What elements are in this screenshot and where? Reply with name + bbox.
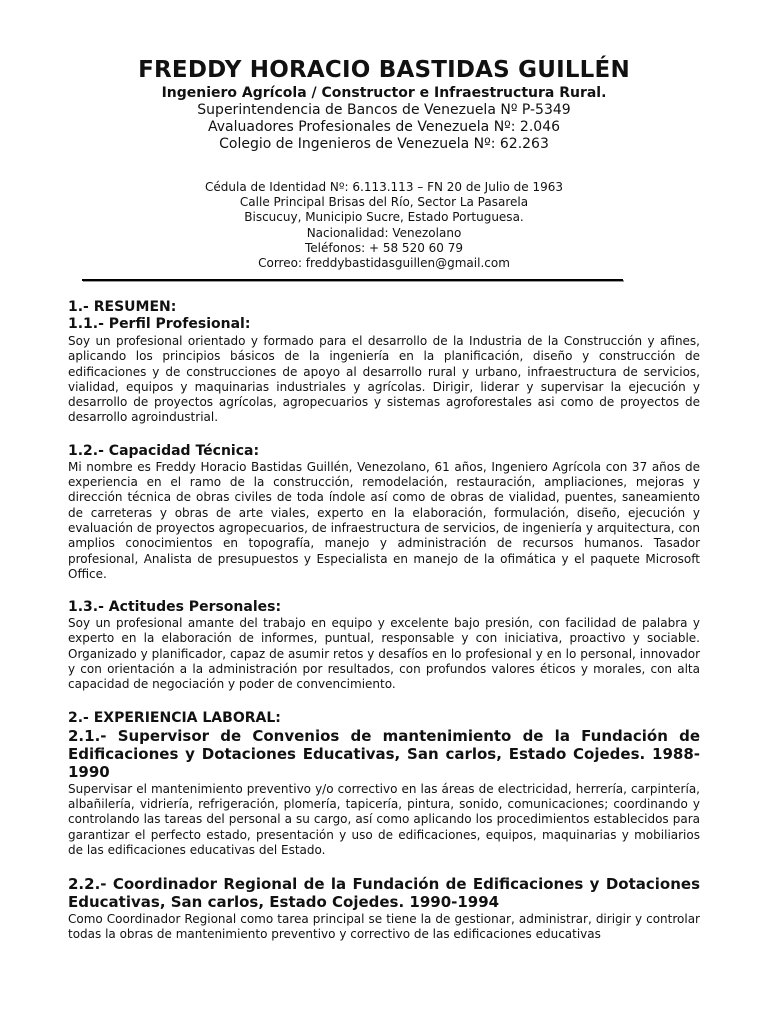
section-heading-resumen: 1.- RESUMEN:: [68, 299, 177, 315]
subsection-heading-actitudes: 1.3.- Actitudes Personales:: [68, 599, 282, 616]
subsection-heading-capacidad: 1.2.- Capacidad Técnica:: [68, 442, 260, 459]
email-line: Correo: freddybastidasguillen@gmail.com: [258, 256, 510, 271]
credential-line: Colegio de Ingenieros de Venezuela Nº: 62.263: [219, 136, 549, 152]
phone-line: Teléfonos: + 58 520 60 79: [304, 240, 464, 255]
actitudes-paragraph: Soy un profesional amante del trabajo en equipo y excelente bajo presión, con facilidad de palabra y experto en la elaboración de informes, puntual, responsable y con iniciativa, proactivo y sociable. Organizado y planificador, capaz de asumir retos y desafíos en lo profesional y en lo personal, innovador y con orientación a la administración por resultados, con profundos valores éticos y morales, con alta capacidad de negociación y poder de convencimiento.: [68, 616, 700, 692]
section-heading-experiencia: 2.- EXPERIENCIA LABORAL:: [68, 709, 281, 726]
job-description: Como Coordinador Regional como tarea principal se tiene la de gestionar, administrar, dirigir y controlar todas la obras de mantenimiento preventivo y correctivo de las edificaciones educativas: [68, 912, 700, 942]
subsection-heading-perfil: 1.1.- Perfil Profesional:: [68, 316, 251, 332]
address-line: Calle Principal Brisas del Río, Sector La Pasarela: [239, 195, 529, 210]
professional-title: Ingeniero Agrícola / Constructor e Infraestructura Rural.: [161, 85, 607, 101]
job-description: Supervisar el mantenimiento preventivo y/o correctivo en las áreas de electricidad, herrería, carpintería, albañilería, vidriería, refrigeración, plomería, tapicería, pintura, sonido, comunicaciones; coordinando y controlando las tareas del personal a su cargo, así como aplicando los procedimientos establecidos para garantizar el perfecto estado, presentación y uso de edificaciones, equipos, maquinarias y mobiliarios de las edificaciones educativas del Estado.: [68, 781, 700, 857]
job-heading: 2.2.- Coordinador Regional de la Fundación de Edificaciones y Dotaciones Educativas, San carlos, Estado Cojedes. 1990-1994: [68, 875, 700, 912]
credential-line: Superintendencia de Bancos de Venezuela Nº P-5349: [197, 102, 571, 118]
cv-body: [68, 299, 700, 943]
capacidad-paragraph: Mi nombre es Freddy Horacio Bastidas Guillén, Venezolano, 61 años, Ingeniero Agrícola con 37 años de experiencia en el ramo de la construcción, remodelación, restauración, ampliaciones, mejoras y dirección técnica de obras civiles de toda índole así como de obras de vialidad, puentes, saneamiento de carreteras y obras de arte viales, experto en la elaboración, formulación, diseño, ejecución y evaluación de proyectos agropecuarios, de infraestructura de servicios, de ingeniería y arquitectura, con amplios conocimientos en topografía, manejo y administración de recursos humanos. Tasador profesional, Analista de presupuestos y Especialista en manejo de la ofimática y el paquete Microsoft Office.: [68, 459, 700, 581]
address-line: Biscucuy, Municipio Sucre, Estado Portuguesa.: [244, 210, 524, 225]
id-line: Cédula de Identidad Nº: 6.113.113 – FN 20 de Julio de 1963: [205, 180, 563, 194]
header-divider: [82, 279, 623, 281]
person-name: FREDDY HORACIO BASTIDAS GUILLÉN: [138, 57, 630, 83]
cv-header: [0, 56, 768, 271]
nationality-line: Nacionalidad: Venezolano: [306, 225, 462, 240]
job-heading: 2.1.- Supervisor de Convenios de mantenimiento de la Fundación de Edificaciones y Dotaciones Educativas, San carlos, Estado Cojedes. 1988-1990: [68, 726, 700, 781]
perfil-paragraph: Soy un profesional orientado y formado para el desarrollo de la Industria de la Construcción y afines, aplicando los principios básicos de la ingeniería en la planificación, diseño y construcción de edificaciones y de construcciones de apoyo al desarrollo rural y urbano, infraestructura de servicios, vialidad, equipos y maquinarias industriales y agrícolas. Dirigir, liderar y supervisar la ejecución y desarrollo de proyectos agrícolas, agropecuarios y sistemas agroforestales asi como de proyectos de desarrollo agroindustrial.: [68, 334, 700, 425]
contact-block: [0, 180, 768, 271]
credential-line: Avaluadores Profesionales de Venezuela Nº: 2.046: [207, 119, 561, 135]
